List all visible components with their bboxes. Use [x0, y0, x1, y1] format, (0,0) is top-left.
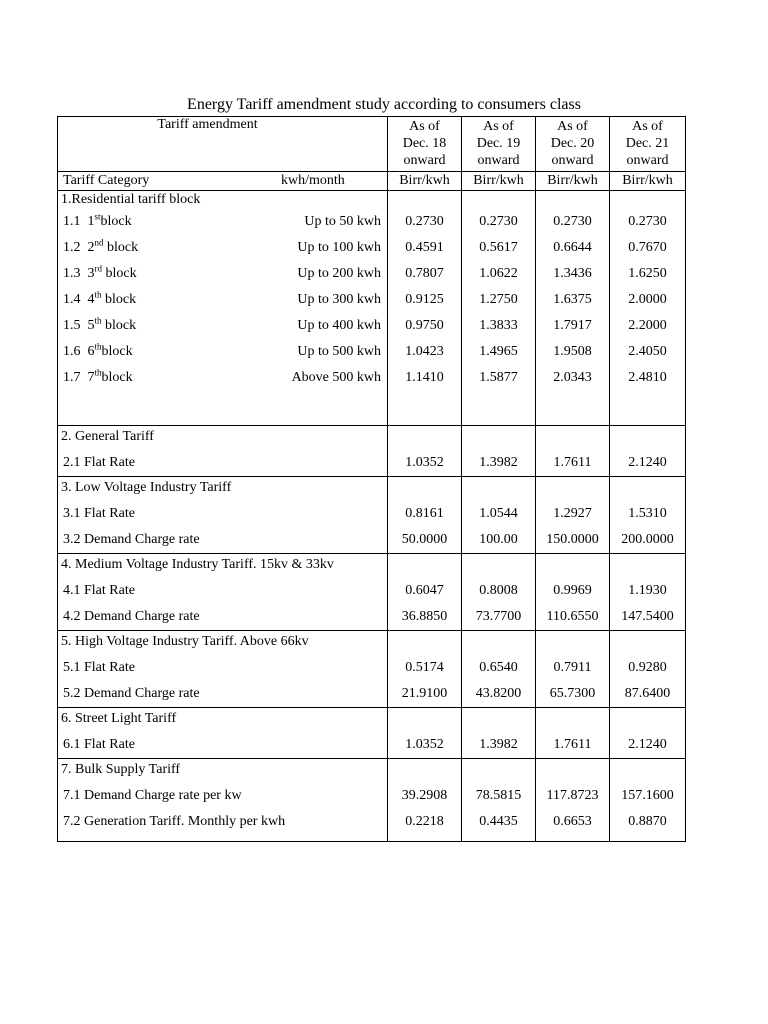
row-label: 3.1 Flat Rate: [58, 501, 388, 527]
ordinal-suffix: st: [94, 211, 101, 222]
block-number: 1.5: [63, 318, 81, 333]
section-title: 1.Residential tariff block: [58, 191, 388, 210]
ordinal-suffix: nd: [94, 237, 104, 248]
section-title: 5. High Voltage Industry Tariff. Above 66kv: [58, 631, 388, 656]
block-number: 1.3: [63, 266, 81, 281]
block-ordinal: 6: [87, 344, 95, 359]
value-cell: 0.2730: [536, 209, 610, 235]
value-cell: 1.3982: [462, 450, 536, 477]
ordinal-suffix: rd: [94, 263, 102, 274]
row-label: 5.2 Demand Charge rate: [58, 681, 388, 708]
block-ordinal: 7: [87, 370, 95, 385]
column-header-line: Dec. 18: [402, 136, 447, 151]
column-header-dec20: [536, 117, 610, 172]
section-title-row: [58, 191, 686, 210]
value-cell: 2.0000: [628, 292, 667, 307]
table-row: [58, 235, 686, 261]
column-header-line: As of: [409, 119, 440, 134]
value-cell: 0.8161: [388, 501, 462, 527]
row-label: 2.1 Flat Rate: [58, 450, 388, 477]
spacer-row: [58, 835, 686, 842]
value-cell: 0.7807: [388, 261, 462, 287]
value-cell: 0.6653: [536, 809, 610, 835]
block-number: 1.6: [63, 344, 81, 359]
block-word: block: [100, 214, 132, 229]
kwh-range: Up to 500 kwh: [297, 344, 381, 359]
block-word: block: [101, 344, 133, 359]
block-word: block: [105, 266, 137, 281]
column-header-line: onward: [477, 153, 520, 168]
kwh-range: Up to 400 kwh: [297, 318, 381, 333]
value-cell: 1.7917: [536, 313, 610, 339]
header-row: [58, 117, 686, 172]
kwh-range: Up to 200 kwh: [297, 266, 381, 281]
value-cell: 2.0343: [536, 365, 610, 391]
row-label: 7.1 Demand Charge rate per kw: [58, 783, 388, 809]
value-cell: 1.5310: [628, 506, 667, 521]
value-cell: 0.4435: [462, 809, 536, 835]
value-cell: 100.00: [462, 527, 536, 554]
kwh-range: Up to 300 kwh: [297, 292, 381, 307]
block-ordinal: 1: [87, 214, 95, 229]
value-cell: 1.2927: [536, 501, 610, 527]
value-cell: 0.5617: [462, 235, 536, 261]
section-title: 3. Low Voltage Industry Tariff: [58, 477, 388, 502]
section-title-row: [58, 554, 686, 579]
value-cell: 147.5400: [621, 609, 674, 624]
kwh-range: Up to 100 kwh: [297, 240, 381, 255]
row-label: [58, 287, 388, 313]
tariff-amendment-header: Tariff amendment: [58, 117, 388, 172]
ordinal-suffix: th: [94, 315, 102, 326]
table-row: [58, 450, 686, 477]
value-cell: 1.6375: [536, 287, 610, 313]
table-row: [58, 604, 686, 631]
column-header-dec18: [388, 117, 462, 172]
column-header-line: onward: [403, 153, 446, 168]
ordinal-suffix: th: [94, 289, 102, 300]
value-cell: 0.2218: [388, 809, 462, 835]
block-word: block: [107, 240, 139, 255]
value-cell: 1.5877: [462, 365, 536, 391]
value-cell: 0.7911: [536, 655, 610, 681]
value-cell: 1.0352: [388, 732, 462, 759]
value-cell: 1.0352: [388, 450, 462, 477]
category-header-cell: [58, 172, 388, 191]
value-cell: 0.6047: [388, 578, 462, 604]
value-cell: 0.6540: [462, 655, 536, 681]
value-cell: 39.2908: [388, 783, 462, 809]
table-row: [58, 261, 686, 287]
column-header-dec19: [462, 117, 536, 172]
value-cell: 110.6550: [536, 604, 610, 631]
ordinal-suffix: th: [94, 367, 102, 378]
block-number: 1.7: [63, 370, 81, 385]
value-cell: 36.8850: [388, 604, 462, 631]
value-cell: 43.8200: [462, 681, 536, 708]
column-header-dec21: [610, 117, 686, 172]
spacer-row: [58, 391, 686, 426]
value-cell: 1.0423: [388, 339, 462, 365]
value-cell: 1.7611: [536, 732, 610, 759]
row-label: 3.2 Demand Charge rate: [58, 527, 388, 554]
value-cell: 0.7670: [628, 240, 667, 255]
column-header-line: As of: [557, 119, 588, 134]
value-cell: 1.0544: [462, 501, 536, 527]
value-cell: 50.0000: [388, 527, 462, 554]
table-row: [58, 209, 686, 235]
value-cell: 1.6250: [628, 266, 667, 281]
block-ordinal: 2: [87, 240, 95, 255]
value-cell: 150.0000: [536, 527, 610, 554]
row-label: [58, 209, 388, 235]
block-word: block: [101, 370, 133, 385]
column-header-line: As of: [632, 119, 663, 134]
kwh-range: Above 500 kwh: [291, 370, 381, 385]
unit-label: Birr/kwh: [388, 172, 462, 191]
value-cell: 0.5174: [388, 655, 462, 681]
block-word: block: [105, 292, 137, 307]
value-cell: 1.9508: [536, 339, 610, 365]
value-cell: 1.3982: [462, 732, 536, 759]
value-cell: 2.4810: [628, 370, 667, 385]
value-cell: 2.1240: [628, 455, 667, 470]
value-cell: 0.9969: [536, 578, 610, 604]
value-cell: 0.9280: [628, 660, 667, 675]
value-cell: 0.2730: [628, 214, 667, 229]
section-title-row: [58, 759, 686, 784]
block-ordinal: 4: [87, 292, 95, 307]
table-row: [58, 501, 686, 527]
value-cell: 87.6400: [624, 686, 671, 701]
row-label: [58, 261, 388, 287]
block-ordinal: 5: [87, 318, 95, 333]
section-title-row: [58, 631, 686, 656]
value-cell: 1.4965: [462, 339, 536, 365]
value-cell: 2.1240: [628, 737, 667, 752]
row-label: 5.1 Flat Rate: [58, 655, 388, 681]
value-cell: 1.3833: [462, 313, 536, 339]
kwh-range: Up to 50 kwh: [304, 214, 381, 229]
value-cell: 117.8723: [536, 783, 610, 809]
block-number: 1.2: [63, 240, 81, 255]
value-cell: 2.4050: [628, 344, 667, 359]
document-title: Energy Tariff amendment study according to consumers class: [187, 96, 581, 113]
value-cell: 1.3436: [536, 261, 610, 287]
value-cell: 1.1410: [388, 365, 462, 391]
block-word: block: [105, 318, 137, 333]
value-cell: 157.1600: [621, 788, 674, 803]
row-label: 4.1 Flat Rate: [58, 578, 388, 604]
value-cell: 1.2750: [462, 287, 536, 313]
value-cell: 0.2730: [462, 209, 536, 235]
column-header-line: Dec. 19: [476, 136, 521, 151]
block-number: 1.4: [63, 292, 81, 307]
unit-label: Birr/kwh: [610, 172, 686, 191]
row-label: [58, 313, 388, 339]
column-header-line: onward: [626, 153, 669, 168]
table-row: [58, 732, 686, 759]
value-cell: 0.9125: [388, 287, 462, 313]
section-title: 6. Street Light Tariff: [58, 708, 388, 733]
ordinal-suffix: th: [94, 341, 102, 352]
table-row: [58, 783, 686, 809]
table-row: [58, 681, 686, 708]
block-ordinal: 3: [87, 266, 95, 281]
value-cell: 0.9750: [388, 313, 462, 339]
unit-label: Birr/kwh: [462, 172, 536, 191]
value-cell: 1.0622: [462, 261, 536, 287]
row-label: [58, 365, 388, 391]
value-cell: 0.4591: [388, 235, 462, 261]
table-row: [58, 655, 686, 681]
section-title: 7. Bulk Supply Tariff: [58, 759, 388, 784]
row-label: [58, 235, 388, 261]
kwh-month-label: kwh/month: [281, 173, 345, 188]
value-cell: 0.6644: [536, 235, 610, 261]
value-cell: 21.9100: [388, 681, 462, 708]
row-label: 7.2 Generation Tariff. Monthly per kwh: [58, 809, 388, 835]
table-row: [58, 313, 686, 339]
unit-label: Birr/kwh: [536, 172, 610, 191]
tariff-category-label: Tariff Category: [63, 173, 150, 188]
column-header-line: Dec. 20: [550, 136, 595, 151]
value-cell: 73.7700: [462, 604, 536, 631]
value-cell: 0.8008: [462, 578, 536, 604]
value-cell: 65.7300: [536, 681, 610, 708]
section-title-row: [58, 477, 686, 502]
subheader-row: [58, 172, 686, 191]
section-title-row: [58, 426, 686, 451]
value-cell: 0.8870: [628, 814, 667, 829]
block-number: 1.1: [63, 214, 81, 229]
section-title: 2. General Tariff: [58, 426, 388, 451]
table-row: [58, 527, 686, 554]
table-row: [58, 287, 686, 313]
column-header-line: onward: [551, 153, 594, 168]
value-cell: 0.2730: [388, 209, 462, 235]
table-row: [58, 578, 686, 604]
value-cell: 200.0000: [621, 532, 674, 547]
row-label: 4.2 Demand Charge rate: [58, 604, 388, 631]
table-row: [58, 809, 686, 835]
column-header-line: As of: [483, 119, 514, 134]
table-row: [58, 365, 686, 391]
section-title: 4. Medium Voltage Industry Tariff. 15kv & 33kv: [58, 554, 388, 579]
value-cell: 1.1930: [628, 583, 667, 598]
section-title-row: [58, 708, 686, 733]
row-label: 6.1 Flat Rate: [58, 732, 388, 759]
value-cell: 78.5815: [462, 783, 536, 809]
value-cell: 2.2000: [628, 318, 667, 333]
tariff-table: [57, 116, 686, 842]
table-row: [58, 339, 686, 365]
row-label: [58, 339, 388, 365]
value-cell: 1.7611: [536, 450, 610, 477]
column-header-line: Dec. 21: [625, 136, 670, 151]
